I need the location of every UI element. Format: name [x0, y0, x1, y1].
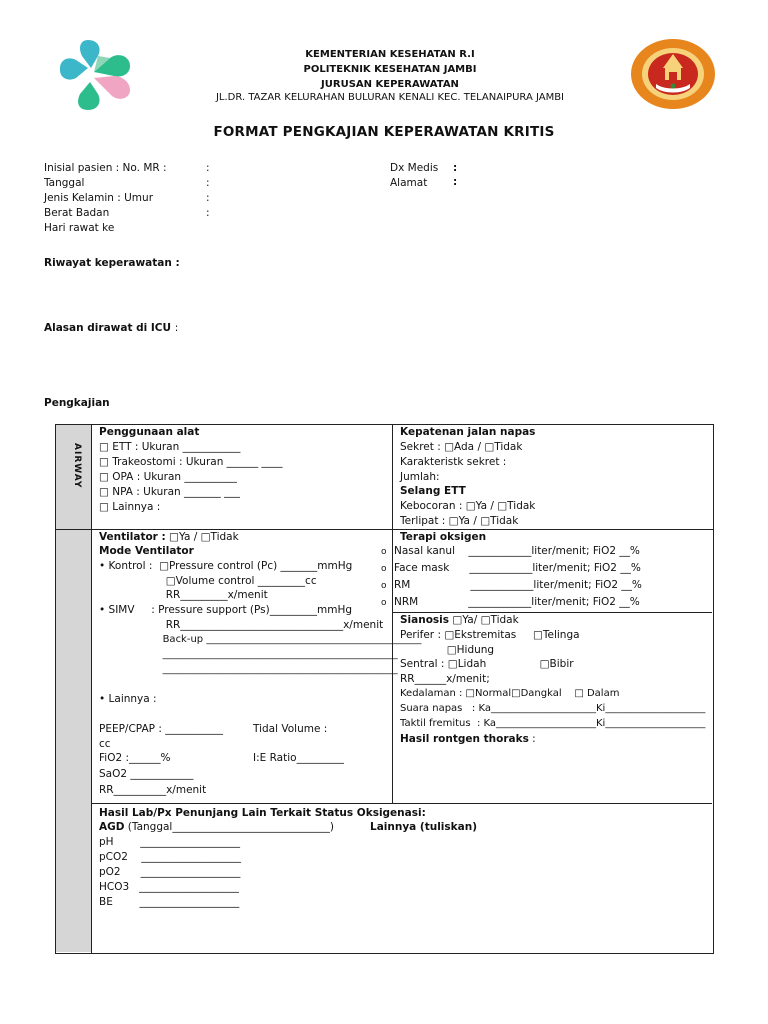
selang-terlipat: Terlipat : □Ya / □Tidak [400, 515, 519, 527]
agd-line [99, 821, 334, 833]
section-alasan-label: Alasan dirawat di ICU [44, 322, 172, 334]
sianosis-line [400, 614, 519, 626]
institution-name: POLITEKNIK KESEHATAN JAMBI [303, 64, 477, 75]
airway-label: AIRWAY [72, 443, 82, 489]
alat-item-npa: □ NPA : Ukuran _______ ___ [99, 486, 240, 498]
vent-ie-ratio: I:E Ratio_________ [253, 752, 344, 764]
kepatenan-jumlah: Jumlah: [400, 471, 440, 483]
kepatenan-title: Kepatenan jalan napas [400, 426, 536, 438]
vent-volume-control: □Volume control _________cc [99, 575, 317, 587]
oksigen-bullet-1: o [381, 547, 387, 557]
oksigen-title: Terapi oksigen [400, 531, 487, 543]
lab-ph: pH ___________________ [99, 836, 241, 848]
gray-side-column [56, 425, 91, 952]
oksigen-bullet-2: o [381, 564, 387, 574]
field-berat-badan-colon: : [206, 207, 210, 219]
field-alamat-colon: : [453, 176, 458, 188]
vent-simv-rr: RR_______________________________x/menit [99, 619, 384, 631]
ministry-name: KEMENTERIAN KESEHATAN R.I [305, 49, 475, 60]
lab-hco3: HCO3 ___________________ [99, 881, 239, 893]
oksigen-bullet-3: o [381, 581, 387, 591]
oksigen-bullet-4: o [381, 598, 387, 608]
field-jenis-kelamin-label: Jenis Kelamin : Umur [44, 192, 154, 204]
ventilator-line [99, 531, 239, 543]
field-hari-rawat-label: Hari rawat ke [44, 222, 115, 234]
field-dx-medis-label: Dx Medis [390, 162, 439, 174]
field-jenis-kelamin-colon: : [206, 192, 210, 204]
lab-title: Hasil Lab/Px Penunjang Lain Terkait Status Oksigenasi: [99, 807, 426, 819]
sianosis-suara-napas: Suara napas : Ka_____________________Ki____________________ [400, 703, 706, 714]
address-line: JL.DR. TAZAR KELURAHAN BULURAN KENALI KEC. TELANAIPURA JAMBI [215, 92, 565, 103]
department-name: JURUSAN KEPERAWATAN [321, 79, 459, 90]
vent-cc: cc [99, 738, 111, 750]
ventilator-label: Ventilator : [99, 531, 166, 543]
field-dx-medis-colon: : [453, 162, 458, 174]
field-tanggal-label: Tanggal [44, 177, 85, 189]
field-berat-badan-label: Berat Badan [44, 207, 110, 219]
sianosis-label: Sianosis [400, 614, 450, 626]
sianosis-kedalaman: Kedalaman : □Normal□Dangkal □ Dalam [400, 688, 620, 699]
section-alasan-colon: : [174, 322, 179, 334]
kepatenan-karakteristik: Karakteristk sekret : [400, 456, 507, 468]
alat-item-lainnya: □ Lainnya : [99, 501, 161, 513]
vent-kontrol-rr: RR_________x/menit [99, 589, 268, 601]
vent-tidal-volume: Tidal Volume : [253, 723, 328, 735]
alat-item-trakeostomi: □ Trakeostomi : Ukuran ______ ____ [99, 456, 283, 468]
selang-ett-title: Selang ETT [400, 485, 466, 497]
field-tanggal-colon: : [206, 177, 210, 189]
vent-peep: PEEP/CPAP : ___________ [99, 723, 223, 735]
ventilator-options: □Ya / □Tidak [165, 531, 239, 543]
sianosis-taktil-fremitus: Taktil fremitus : Ka____________________Ki____________________ [400, 718, 706, 729]
section-alasan [44, 322, 178, 334]
selang-kebocoran: Kebocoran : □Ya / □Tidak [400, 500, 536, 512]
vent-simv-ps: • SIMV : Pressure support (Ps)_________mmHg [99, 604, 352, 616]
agd-tanggal: (Tanggal______________________________) [124, 821, 334, 833]
kemenkes-logo [58, 38, 140, 112]
vent-sao2: SaO2 ____________ [99, 768, 194, 780]
lab-pco2: pCO2 ___________________ [99, 851, 242, 863]
vent-rr: RR__________x/menit [99, 784, 207, 796]
rontgen-line [400, 733, 536, 745]
lab-be: BE ___________________ [99, 896, 240, 908]
alat-item-ett: □ ETT : Ukuran ___________ [99, 441, 241, 453]
kepatenan-sekret: Sekret : □Ada / □Tidak [400, 441, 523, 453]
sianosis-perifer: Perifer : □Ekstremitas □Telinga [400, 629, 580, 641]
alat-item-opa: □ OPA : Ukuran __________ [99, 471, 237, 483]
rontgen-label: Hasil rontgen thoraks [400, 733, 529, 745]
sianosis-sentral: Sentral : □Lidah □Bibir [400, 658, 574, 670]
vent-lainnya: • Lainnya : [99, 693, 157, 705]
vent-fio2: FiO2 :______% [99, 752, 171, 764]
poltekkes-jambi-seal [630, 38, 716, 110]
oksigen-rm: RM ____________liter/menit; FiO2 __% [394, 579, 642, 591]
oksigen-face-mask: Face mask ____________liter/menit; FiO2 __% [394, 562, 641, 574]
oksigen-nrm: NRM ____________liter/menit; FiO2 __% [394, 596, 640, 608]
vent-backup: Back-up ___________________________________________ [99, 634, 422, 645]
field-inisial-colon: : [206, 162, 210, 174]
field-alamat-label: Alamat [390, 177, 428, 189]
section-riwayat: Riwayat keperawatan : [44, 257, 180, 269]
lab-lainnya: Lainnya (tuliskan) [370, 821, 477, 833]
field-inisial-label: Inisial pasien : No. MR : [44, 162, 167, 174]
section-pengkajian: Pengkajian [44, 397, 110, 409]
vent-backup-line3: _______________________________________________ [99, 664, 398, 675]
vent-kontrol-pc: • Kontrol : □Pressure control (Pc) _______mmHg [99, 560, 353, 572]
sianosis-rr: RR______x/menit; [400, 673, 490, 685]
mode-ventilator-title: Mode Ventilator [99, 545, 194, 557]
rontgen-colon: : [528, 733, 536, 745]
vent-backup-line2: _______________________________________________ [99, 649, 398, 660]
oksigen-nasal-kanul: Nasal kanul ____________liter/menit; FiO2 __% [394, 545, 640, 557]
agd-label: AGD [99, 821, 125, 833]
sianosis-options: □Ya/ □Tidak [449, 614, 519, 626]
document-title: FORMAT PENGKAJIAN KEPERAWATAN KRITIS [213, 124, 555, 140]
lab-po2: pO2 ___________________ [99, 866, 241, 878]
alat-title: Penggunaan alat [99, 426, 200, 438]
sianosis-hidung: □Hidung [400, 644, 495, 656]
